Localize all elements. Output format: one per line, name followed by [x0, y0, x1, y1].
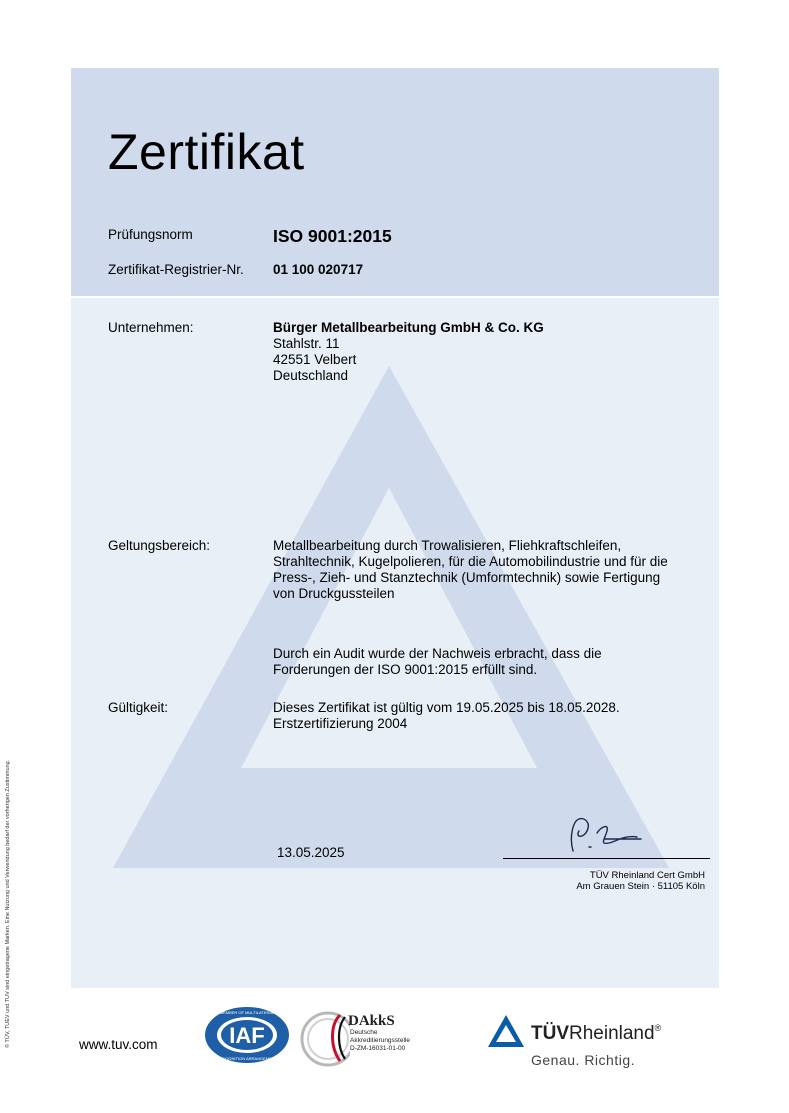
- issue-date: 13.05.2025: [277, 845, 345, 860]
- registered-mark: ®: [654, 1023, 662, 1033]
- registration-label: Zertifikat-Registrier-Nr.: [108, 262, 244, 277]
- issuer-street: Am Grauen Stein · 51105 Köln: [576, 881, 705, 892]
- scope-line: von Druckgussteilen: [273, 586, 395, 601]
- tuv-bold-text: TÜV: [531, 1023, 569, 1044]
- issuer-name: TÜV Rheinland Cert GmbH: [589, 870, 705, 881]
- certificate-panel: [71, 68, 719, 988]
- certificate-title: Zertifikat: [108, 124, 305, 180]
- scope-line: Strahltechnik, Kugelpolieren, für die Automobilindustrie und für die: [273, 554, 668, 569]
- trademark-notice: © TÜV, TUEV und TUV sind eingetragene Marken. Eine Nutzung und Verwendung bedarf der vorherigen Zustimmung.: [5, 759, 11, 1048]
- norm-label: Prüfungsnorm: [108, 227, 193, 242]
- issuer-address: [576, 870, 705, 892]
- dakks-line: D-ZM-16031-01-00: [350, 1045, 406, 1052]
- company-name: Bürger Metallbearbeitung GmbH & Co. KG: [273, 320, 544, 335]
- iaf-ring-top: MEMBER OF MULTILATERAL: [219, 1010, 275, 1015]
- validity-label: Gültigkeit:: [108, 700, 169, 715]
- iaf-text: IAF: [229, 1023, 265, 1048]
- iaf-ring-bottom: RECOGNITION ARRANGEMENT: [216, 1056, 278, 1061]
- dakks-seal-logo: [300, 1005, 350, 1077]
- website-link[interactable]: www.tuv.com: [79, 1037, 158, 1052]
- dakks-line: Deutsche: [350, 1029, 378, 1036]
- registration-value: 01 100 020717: [273, 262, 364, 277]
- tuv-triangle-icon: [487, 1014, 525, 1048]
- audit-statement-line: Durch ein Audit wurde der Nachweis erbracht, dass die: [273, 646, 602, 661]
- company-label: Unternehmen:: [108, 320, 194, 335]
- validity-line: Erstzertifizierung 2004: [273, 716, 408, 731]
- scope-line: Metallbearbeitung durch Trowalisieren, Fliehkraftschleifen,: [273, 538, 622, 553]
- company-address-country: Deutschland: [273, 368, 349, 383]
- signature-image: [565, 813, 655, 859]
- scope-label: Geltungsbereich:: [108, 538, 211, 553]
- audit-statement-line: Forderungen der ISO 9001:2015 erfüllt sind.: [273, 662, 538, 677]
- norm-value: ISO 9001:2015: [273, 226, 392, 246]
- tuv-slogan: Genau. Richtig.: [531, 1052, 635, 1068]
- company-address-street: Stahlstr. 11: [273, 336, 340, 351]
- company-address-city: 42551 Velbert: [273, 352, 357, 367]
- dakks-line: Akkreditierungsstelle: [350, 1037, 410, 1044]
- tuv-rest-text: Rheinland: [569, 1023, 655, 1044]
- tuv-rheinland-wordmark: [531, 1023, 661, 1045]
- dakks-details: [350, 1029, 410, 1053]
- dakks-name: DAkkS: [348, 1013, 395, 1029]
- scope-line: Press-, Zieh- und Stanztechnik (Umformtechnik) sowie Fertigung: [273, 570, 661, 585]
- signature-line: [503, 858, 710, 859]
- iaf-logo: [203, 1005, 291, 1065]
- validity-line: Dieses Zertifikat ist gültig vom 19.05.2025 bis 18.05.2028.: [273, 700, 620, 715]
